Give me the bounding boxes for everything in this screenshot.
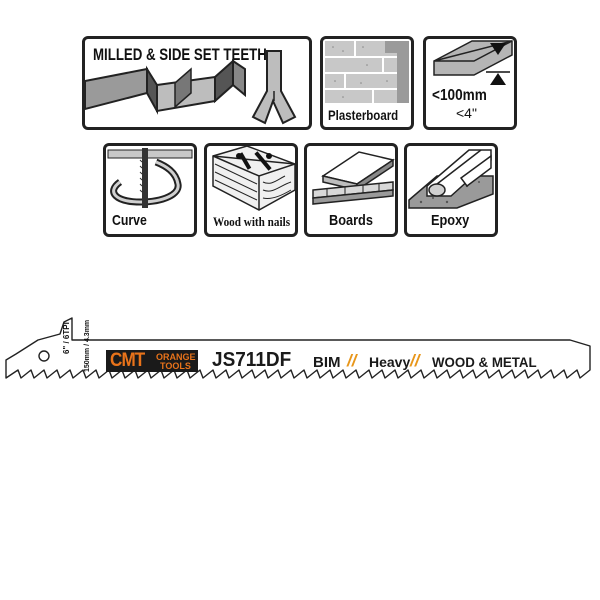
- cmt-logo-sub-1: ORANGE: [156, 352, 196, 362]
- depth-inch-label: <4": [456, 105, 477, 121]
- mounting-hole: [39, 351, 49, 361]
- feature-tile-boards: [304, 143, 398, 237]
- cmt-logo-sub-2: TOOLS: [160, 361, 191, 371]
- blade-spec-length-tpi: 6" / 6TPI: [62, 322, 71, 354]
- curve-label: Curve: [112, 212, 147, 229]
- milled-side-set-teeth-icon: [85, 39, 309, 127]
- blade-application: WOOD & METAL: [432, 354, 537, 370]
- feature-tile-milled-teeth: [82, 36, 312, 130]
- feature-tile-plasterboard: [320, 36, 414, 130]
- blade-spec-metric: 150mm / 4.3mm: [84, 319, 91, 372]
- blade-grade: Heavy: [369, 354, 411, 370]
- teeth-label: MILLED & SIDE SET TEETH: [93, 45, 267, 64]
- plasterboard-label: Plasterboard: [328, 107, 399, 123]
- feature-tile-wood-nails: [204, 143, 298, 237]
- depth-mm-label: <100mm: [432, 87, 487, 104]
- separator-1: //: [347, 351, 357, 370]
- feature-tile-curve: [103, 143, 197, 237]
- nails-label: Wood with nails: [213, 214, 291, 229]
- saw-blade: [0, 300, 600, 430]
- feature-tile-epoxy: [404, 143, 498, 237]
- separator-2: //: [410, 351, 420, 370]
- feature-tile-cutting-depth: [423, 36, 517, 130]
- epoxy-label: Epoxy: [431, 212, 470, 229]
- blade-model-number: JS711DF: [212, 349, 292, 371]
- cmt-logo-text: CMT: [110, 350, 145, 371]
- blade-material: BIM: [313, 354, 341, 371]
- boards-label: Boards: [329, 212, 373, 229]
- cmt-logo: [106, 350, 198, 372]
